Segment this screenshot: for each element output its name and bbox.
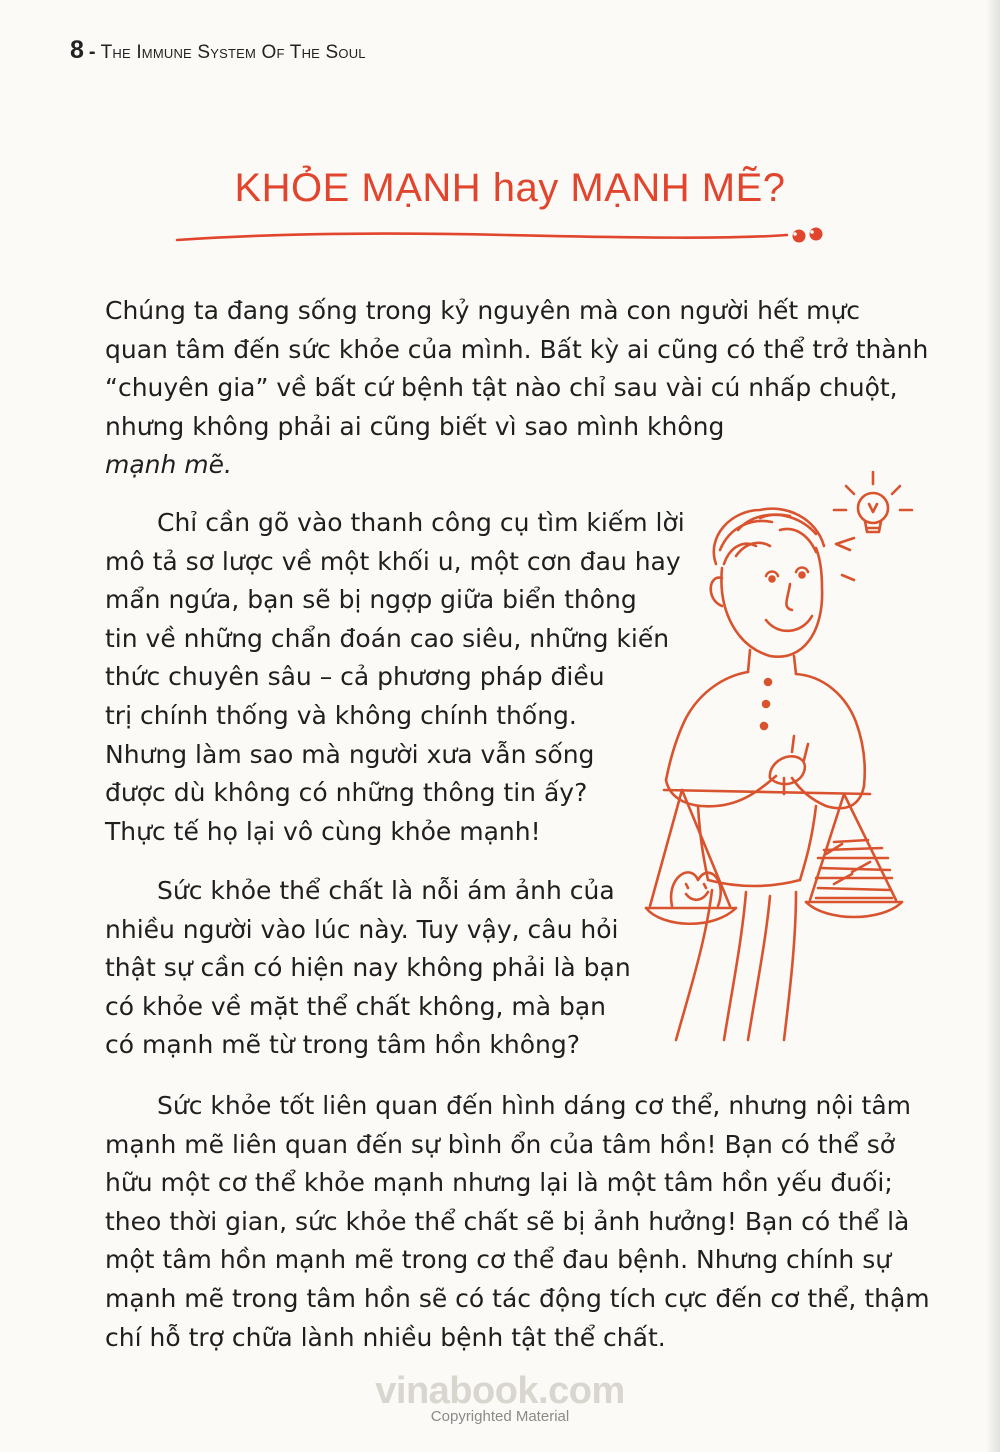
- text-line: có khỏe về mặt thể chất không, mà bạn: [105, 991, 606, 1021]
- text-line: chí hỗ trợ chữa lành nhiều bệnh tật thể chất.: [105, 1322, 666, 1352]
- text-line: hữu một cơ thể khỏe mạnh nhưng lại là một tâm hồn yếu đuối;: [105, 1168, 893, 1198]
- paragraph-4: [105, 1087, 930, 1357]
- text-line: theo thời gian, sức khỏe thể chất sẽ bị ảnh hưởng! Bạn có thể là: [105, 1206, 910, 1236]
- title-underline-flourish: [175, 222, 835, 256]
- text-line: nhiều người vào lúc này. Tuy vậy, câu hỏi: [105, 914, 619, 944]
- paragraph-3: [105, 872, 645, 1065]
- lightbulb-icon: [834, 472, 912, 580]
- man-holding-scale-illustration: [620, 460, 920, 1050]
- text-line: mạnh mẽ liên quan đến sự bình ổn của tâm hồn! Bạn có thể sở: [105, 1129, 896, 1159]
- text-line: mạnh mẽ trong tâm hồn sẽ có tác động tích cực đến cơ thể, thậm: [105, 1283, 930, 1313]
- text-line: mẩn ngứa, bạn sẽ bị ngợp giữa biển thông: [105, 585, 637, 615]
- paragraph-2: [105, 504, 690, 851]
- header-separator: -: [88, 41, 96, 63]
- text-line: thức chuyên sâu – cả phương pháp điều: [105, 662, 605, 692]
- text-line: có mạnh mẽ từ trong tâm hồn không?: [105, 1030, 581, 1060]
- text-line: quan tâm đến sức khỏe của mình. Bất kỳ ai cũng có thể trở thành: [105, 334, 929, 364]
- text-line: trị chính thống và không chính thống.: [105, 700, 577, 730]
- text-line: nhưng không phải ai cũng biết vì sao mình không: [105, 411, 725, 441]
- book-title: The Immune System Of The Soul: [100, 42, 366, 63]
- text-line: thật sự cần có hiện nay không phải là bạn: [105, 953, 631, 983]
- page-number: 8: [70, 36, 84, 64]
- text-line: Nhưng làm sao mà người xưa vẫn sống: [105, 739, 595, 769]
- text-line: mô tả sơ lược về một khối u, một cơn đau hay: [105, 546, 681, 576]
- text-line: Chỉ cần gõ vào thanh công cụ tìm kiếm lời: [157, 508, 685, 537]
- paragraph-1: [105, 292, 929, 485]
- text-line: Thực tế họ lại vô cùng khỏe mạnh!: [105, 816, 541, 846]
- running-header: [70, 36, 366, 65]
- text-line-italic: mạnh mẽ.: [105, 450, 232, 480]
- chapter-title: KHỎE MẠNH hay MẠNH MẼ?: [234, 166, 786, 210]
- copyright-notice: Copyrighted Material: [430, 1408, 570, 1425]
- text-line: Sức khỏe tốt liên quan đến hình dáng cơ thể, nhưng nội tâm: [157, 1091, 912, 1120]
- text-line: Chúng ta đang sống trong kỷ nguyên mà con người hết mực: [105, 296, 861, 325]
- watermark: vinabook.com: [375, 1370, 625, 1412]
- page-edge-shadow: [986, 0, 1000, 1452]
- text-line: tin về những chẩn đoán cao siêu, những kiến: [105, 623, 670, 653]
- text-line: Sức khỏe thể chất là nỗi ám ảnh của: [157, 876, 615, 905]
- text-line: “chuyên gia” về bất cứ bệnh tật nào chỉ sau vài cú nhấp chuột,: [105, 373, 898, 403]
- text-line: một tâm hồn mạnh mẽ trong cơ thể đau bệnh. Nhưng chính sự: [105, 1245, 892, 1275]
- text-line: được dù không có những thông tin ấy?: [105, 778, 588, 808]
